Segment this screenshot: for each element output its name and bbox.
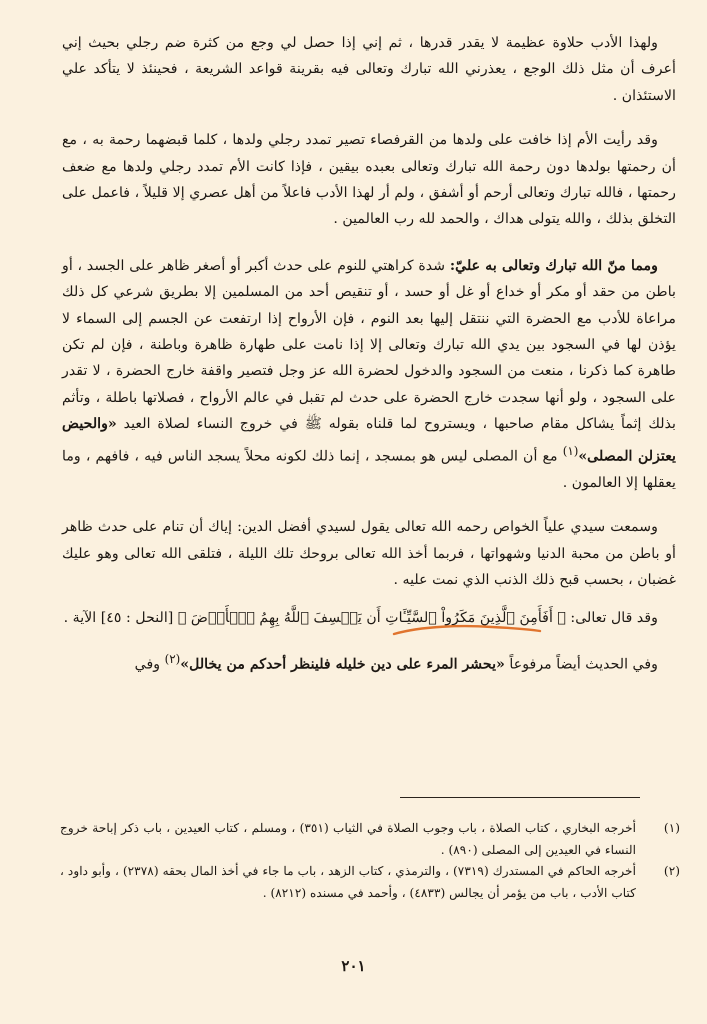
paragraph-2-text: وقد رأيت الأم إذا خافت على ولدها من القرفصاء تصير تمدد رجلي ولدها ، كلما قبضهما رحمة به ، مع أن رحمتها بولدها دون رحمة الله تبارك وتعالى بعبده بيقين ، فإذا كانت الأم تمدد رجلي ولدها مع ضعف رحمتها ، فالله تبارك وتعالى أرحم أو أشفق ، ولم أر لهذا الأدب فاعلاً من أهل عصري إلا قليلاً ، فاعمل على التخلق بذلك ، والله يتولى هداك ، والحمد لله رب العالمين .: [62, 132, 676, 228]
paragraph-1: [62, 30, 676, 109]
paragraph-5-lead: وقد قال تعالى:: [565, 610, 658, 627]
paragraph-6: [62, 646, 676, 678]
footnote-ref-1: (١): [562, 443, 579, 458]
footnote-ref-2: (٢): [164, 651, 181, 666]
footnote-1: [60, 818, 680, 861]
footnote-1-text: أخرجه البخاري ، كتاب الصلاة ، باب وجوب الصلاة في الثياب (٣٥١) ، ومسلم ، كتاب العيدين ، باب ذكر إباحة خروج النساء في العيدين إلى المصلى (٨٩٠) .: [60, 821, 636, 857]
paragraph-3: [62, 253, 676, 496]
paragraph-3-lead: ومما منّ الله تبارك وتعالى به عليّ:: [449, 257, 658, 274]
paragraph-4-text: وسمعت سيدي علياً الخواص رحمه الله تعالى يقول لسيدي أفضل الدين: إياك أن تنام على حدث ظاهر أو باطن من محبة الدنيا وشهواتها ، فربما أخذ الله تعالى بروحك تلك الليلة ، فتلقى الله تعالى وهو عليك غضبان ، بحسب قبح ذلك الذنب الذي نمت عليه .: [62, 519, 676, 589]
verse-reference: [النحل : ٤٥] الآية .: [63, 610, 178, 627]
paragraph-3-tail: مع أن المصلى ليس هو بمسجد ، إنما ذلك لكونه محلاً يسجد الناس فيه ، فافهم ، وما يعقلها إلا العالمون .: [62, 448, 676, 491]
paragraph-5: [62, 605, 676, 631]
paragraph-3-body: شدة كراهتي للنوم على حدث أكبر أو أصغر ظاهر على الجسد ، أو باطن من حقد أو مكر أو خداع أو غل أو حسد ، أو تنقيص أحد من المسلمين إلا بطريق شرعي كل ذلك مراعاة للأدب مع الحضرة التي ننتقل إليها بعد النوم ، فإن الأرواح إذا ارتفعت عن الجسم إلى السماء لا يؤذن لها في السجود بين يدي الله تبارك وتعالى إلا إذا نامت على طهارة ظاهرة وباطنة ، فإن لم تكن طاهرة كما ذكرنا ، منعت من السجود والدخول لحضرة الله عز وجل فتصير واقفة خارج الحضرة ، لا تقدر على السجود ، ولو أنها سجدت خارج الحضرة على حدث لم تقبل في عالم الأرواح ، فصلاتها باطلة ، وتأثم بذلك إثماً يشاكل مقام صاحبها ، ويستروح لما قلناه بقوله ﷺ في خروج النساء لصلاة العيد: [62, 257, 676, 433]
paragraph-1-text: ولهذا الأدب حلاوة عظيمة لا يقدر قدرها ، ثم إني إذا حصل لي وجع من كثرة ضم رجلي بحيث إني أعرف أن مثل ذلك الوجع ، يعذرني الله تبارك وتعالى فيه بقرينة قواعد الشريعة ، فحينئذ لا يتأكد علي الاستئذان .: [62, 35, 676, 104]
footnote-1-number: (١): [663, 821, 680, 835]
main-text: [62, 30, 676, 688]
paragraph-6-lead: وفي الحديث أيضاً مرفوعاً: [504, 656, 658, 673]
footnote-2: [60, 861, 680, 904]
hadith-quote-2: «يحشر المرء على دين خليله فلينظر أحدكم من يخالل»: [180, 656, 505, 673]
footnote-2-text: أخرجه الحاكم في المستدرك (٧٣١٩) ، والترمذي ، كتاب الزهد ، باب ما جاء في أخذ المال بحقه (٢٣٧٨) ، وأبو داود ، كتاب الأدب ، باب من يؤمر أن يجالس (٤٨٣٣) ، وأحمد في مسنده (٨٢١٢) .: [60, 864, 636, 900]
hadith-quote-1: «والحيض يعتزلن المصلى»: [62, 416, 676, 465]
paragraph-2: [62, 127, 676, 233]
footnote-separator: [400, 797, 640, 798]
paragraph-6-tail: وفي: [134, 656, 165, 673]
page-number: ٢٠١: [341, 957, 366, 975]
quran-verse: ﴿ أَفَأَمِنَ ٱلَّذِينَ مَكَرُواْ ٱلسَّيِّـَٔاتِ أَن يَخۡسِفَ ٱللَّهُ بِهِمُ ٱلۡأَرۡضَ ﴾: [177, 610, 566, 627]
footnotes: [60, 818, 680, 904]
footnote-2-number: (٢): [663, 864, 680, 878]
paragraph-4: [62, 514, 676, 593]
